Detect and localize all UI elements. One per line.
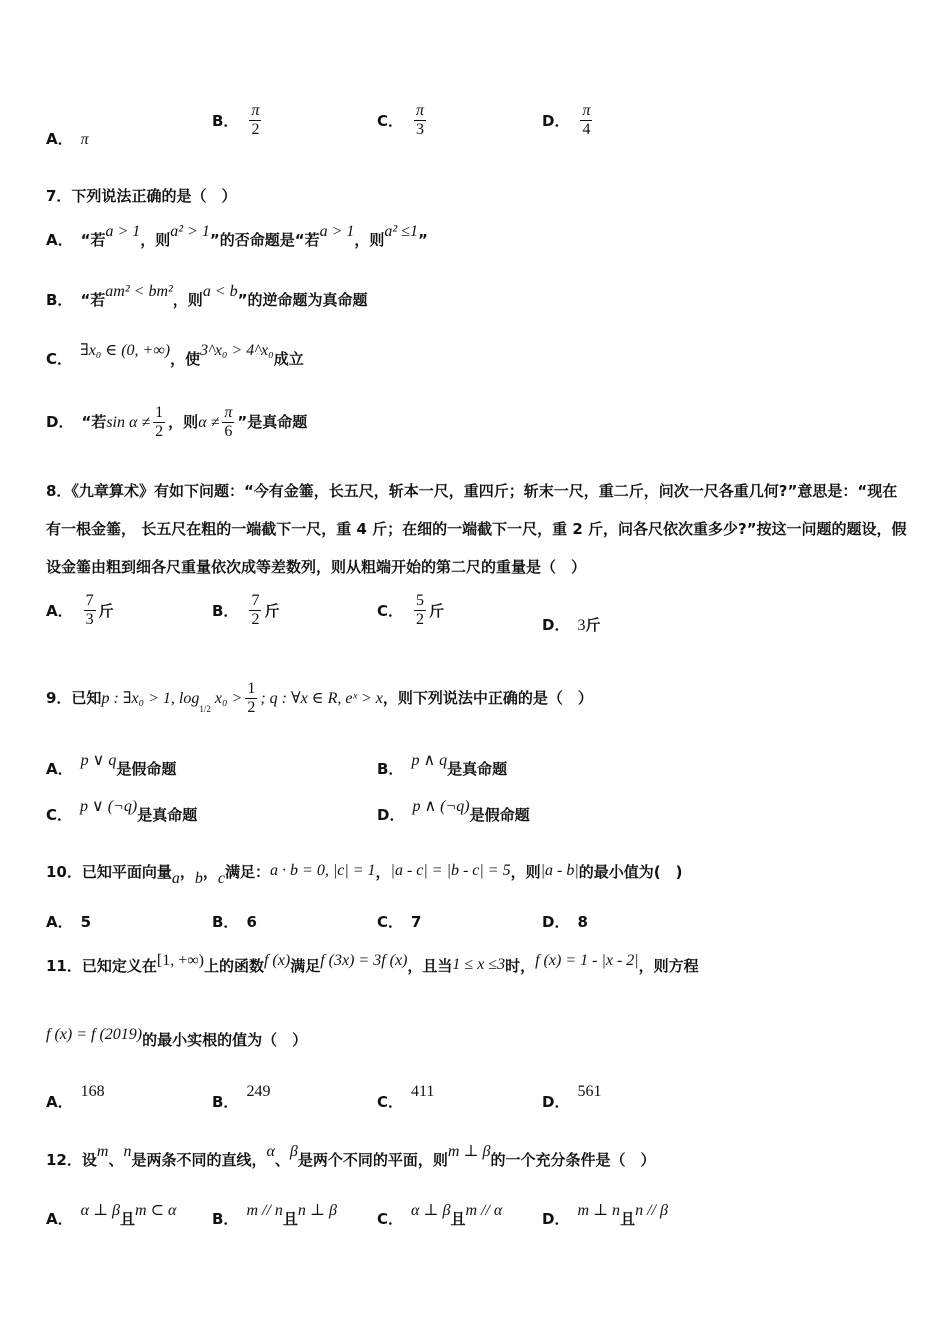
q11-option-d[interactable]	[542, 1080, 602, 1111]
text: ”的逆命题为真命题	[237, 291, 368, 309]
option-label: C．	[377, 602, 404, 620]
math: p ∨ (¬q)	[80, 798, 138, 815]
q8-stem: 8．《九章算术》有如下问题：“今有金箠，长五尺，斩本一尺，重四斤；斩末一尺，重二斤，问次一尺各重几何?”意思是：“现在有一根金箠， 长五尺在粗的一端截下一尺，重 4 斤；在细的一端截下一尺，重 2 斤，问各尺依次重多少?”按这一问题的题设，假设金箠由粗到细各尺重量依次成等差数列，则从粗端开始的第二尺的重量是（ ）	[46, 482, 907, 576]
math: p ∨ q	[80, 752, 117, 769]
math: m ⊥ n	[577, 1202, 621, 1219]
fraction-numerator: 5	[416, 592, 425, 609]
text: ，且当	[407, 957, 453, 975]
q9-option-d[interactable]	[377, 798, 530, 825]
q10-option-b[interactable]	[212, 911, 257, 932]
q10-stem	[46, 862, 683, 887]
text: 9．已知	[46, 689, 102, 707]
option-label: A．	[46, 760, 73, 778]
q10-option-c[interactable]	[377, 911, 421, 932]
math: α	[266, 1143, 275, 1160]
option-math: π	[80, 131, 89, 148]
option-label: B．	[46, 291, 73, 309]
option-label: A．	[46, 602, 73, 620]
q11-stem-line2	[46, 1026, 308, 1051]
math: 3^x₀ > 4^x₀	[200, 342, 274, 359]
q11-option-b[interactable]	[212, 1080, 271, 1111]
option-label: A．	[46, 913, 73, 931]
text: 上的函数	[203, 957, 264, 975]
fraction-numerator: π	[582, 102, 591, 119]
q11-option-a[interactable]	[46, 1080, 105, 1111]
option-label: A．	[46, 1210, 73, 1228]
text: ，则	[354, 231, 385, 249]
q11-stem-line1	[46, 952, 699, 977]
math: c	[217, 870, 226, 887]
math: a	[171, 870, 180, 887]
option-label: C．	[46, 350, 73, 368]
text: 且	[620, 1210, 636, 1228]
text: 时，	[505, 957, 536, 975]
text: ，则	[140, 231, 171, 249]
text: 满足：	[225, 863, 271, 881]
unit: 斤	[264, 602, 280, 620]
text: 是真命题	[137, 806, 198, 824]
q12-stem	[46, 1143, 656, 1171]
option-label: B．	[212, 913, 239, 931]
math: a > 1	[319, 223, 355, 240]
option-label: B．	[377, 760, 404, 778]
fraction-denominator: 2	[251, 611, 260, 628]
math: ; q : ∀x ∈ R, eˣ > x	[260, 690, 383, 707]
q6-option-b[interactable]	[212, 102, 264, 139]
text: 是两条不同的直线，	[131, 1151, 267, 1169]
text: ，则	[172, 291, 203, 309]
text: 成立	[273, 350, 304, 368]
text: 的最小实根的值为（ ）	[142, 1031, 308, 1049]
option-label: A．	[46, 231, 73, 249]
math: n // β	[635, 1202, 668, 1219]
q9-option-a[interactable]	[46, 752, 177, 779]
math: n ⊥ β	[297, 1202, 337, 1219]
fraction-denominator: 3	[85, 611, 94, 628]
fraction-denominator: 2	[155, 423, 164, 440]
text: 的一个充分条件是（ ）	[490, 1151, 656, 1169]
text: ”	[417, 231, 428, 249]
option-label: B．	[212, 602, 239, 620]
value: 3	[577, 617, 586, 634]
q11-option-c[interactable]	[377, 1080, 435, 1111]
math: f (x) = 1 - |x - 2|	[535, 952, 639, 969]
q12-option-a[interactable]	[46, 1202, 177, 1229]
fraction-denominator: 2	[251, 121, 260, 138]
text: ，	[202, 863, 218, 881]
math: p ∧ q	[411, 752, 448, 769]
value: 7	[411, 913, 422, 931]
option-label: B．	[212, 112, 239, 130]
text: “若	[80, 231, 106, 249]
math: a² > 1	[170, 223, 210, 240]
value: 561	[577, 1083, 602, 1100]
text: 是两个不同的平面，则	[297, 1151, 448, 1169]
value: 5	[80, 913, 92, 931]
value: 6	[246, 913, 257, 931]
math: a² ≤1	[384, 223, 418, 240]
q9-stem	[46, 676, 593, 722]
math: m // n	[246, 1202, 283, 1219]
option-label: A．	[46, 1093, 73, 1111]
value: 411	[411, 1083, 435, 1100]
q10-option-d[interactable]	[542, 911, 588, 932]
option-label: D．	[542, 1210, 570, 1228]
q8-option-d[interactable]	[542, 614, 600, 635]
q7-stem: 7．下列说法正确的是（ ）	[46, 187, 237, 205]
option-label: D．	[542, 913, 570, 931]
fraction-denominator: 4	[582, 121, 591, 138]
value: 8	[577, 913, 588, 931]
text: 且	[450, 1210, 466, 1228]
q7-option-c[interactable]	[46, 342, 304, 370]
text: 11．已知定义在	[46, 957, 157, 975]
option-label: C．	[377, 1210, 404, 1228]
option-label: B．	[212, 1093, 239, 1111]
text: 、	[108, 1151, 124, 1169]
math: m ⊂ α	[135, 1202, 177, 1219]
math: |a - c| = |b - c| = 5	[390, 862, 511, 879]
text: 、	[274, 1151, 290, 1169]
q7-option-b[interactable]	[46, 283, 368, 311]
option-label: C．	[377, 112, 404, 130]
math: a · b = 0, |c| = 1	[270, 862, 376, 879]
math: α ⊥ β	[80, 1202, 121, 1219]
text: ”是真命题	[237, 413, 308, 431]
q10-option-a[interactable]	[46, 911, 91, 932]
text: ，使	[170, 350, 201, 368]
math: m // α	[465, 1202, 503, 1219]
math: n	[123, 1143, 132, 1160]
text: 且	[282, 1210, 298, 1228]
q8-option-c[interactable]	[377, 592, 444, 629]
unit: 斤	[585, 616, 601, 634]
text: “若	[81, 413, 107, 431]
text: ”的否命题是“若	[209, 231, 320, 249]
value: 168	[80, 1083, 105, 1100]
option-label: A．	[46, 130, 73, 148]
math: p : ∃x₀ > 1, log	[101, 690, 200, 707]
q6-option-c[interactable]	[377, 102, 429, 139]
math: f (3x) = 3f (x)	[320, 952, 408, 969]
math: b	[194, 870, 203, 887]
q9-option-b[interactable]	[377, 752, 508, 779]
math: a > 1	[105, 223, 141, 240]
option-label: D．	[542, 1093, 570, 1111]
q9-option-c[interactable]	[46, 798, 198, 825]
fraction-denominator: 6	[224, 423, 233, 440]
q8-option-b[interactable]	[212, 592, 279, 629]
q12-option-b[interactable]	[212, 1202, 337, 1229]
text: 是真命题	[447, 760, 508, 778]
text: ，则	[510, 863, 541, 881]
q12-option-d[interactable]	[542, 1202, 668, 1229]
fraction-denominator: 3	[416, 121, 425, 138]
option-label: B．	[212, 1210, 239, 1228]
math: sin α ≠	[106, 414, 151, 431]
text: 10．已知平面向量	[46, 863, 172, 881]
q7-option-d[interactable]	[46, 400, 307, 445]
text: “若	[80, 291, 106, 309]
option-label: C．	[46, 806, 73, 824]
q8-option-a[interactable]	[46, 592, 114, 629]
fraction-numerator: 1	[247, 680, 256, 697]
math: p ∧ (¬q)	[412, 798, 470, 815]
fraction-numerator: π	[224, 404, 233, 421]
unit: 斤	[98, 602, 114, 620]
q7-option-a[interactable]	[46, 223, 428, 251]
fraction-numerator: π	[251, 102, 260, 119]
text: ，	[179, 863, 195, 881]
math: a < b	[202, 283, 238, 300]
fraction-denominator: 2	[416, 611, 425, 628]
math: f (x) = f (2019)	[46, 1026, 143, 1043]
math: |a - b|	[540, 862, 579, 879]
text: 是假命题	[469, 806, 530, 824]
q12-option-c[interactable]	[377, 1202, 503, 1229]
fraction-numerator: π	[416, 102, 425, 119]
text: ，则下列说法中正确的是（ ）	[382, 689, 593, 707]
fraction-numerator: 1	[155, 404, 164, 421]
text: 的最小值为( )	[578, 863, 683, 881]
fraction-numerator: 7	[251, 592, 260, 609]
text: ，则方程	[638, 957, 699, 975]
math: am² < bm²	[105, 283, 173, 300]
math: ∃x₀ ∈ (0, +∞)	[80, 342, 171, 359]
option-label: D．	[542, 616, 570, 634]
log-base: 1/2	[199, 704, 211, 714]
math: α ⊥ β	[411, 1202, 451, 1219]
text: 12．设	[46, 1151, 97, 1169]
q6-option-a[interactable]	[46, 128, 89, 149]
math: α ≠	[198, 414, 220, 431]
fraction-numerator: 7	[85, 592, 94, 609]
math: f (x)	[263, 952, 291, 969]
option-label: D．	[542, 112, 570, 130]
math: β	[289, 1143, 298, 1160]
math: m ⊥ β	[447, 1143, 491, 1160]
value: 249	[246, 1083, 271, 1100]
unit: 斤	[429, 602, 445, 620]
option-label: D．	[377, 806, 405, 824]
option-label: C．	[377, 1093, 404, 1111]
q6-option-d[interactable]	[542, 102, 595, 139]
fraction-denominator: 2	[247, 699, 256, 716]
text: 且	[120, 1210, 136, 1228]
math: x₀ >	[214, 690, 243, 707]
text: 是假命题	[116, 760, 177, 778]
option-label: C．	[377, 913, 404, 931]
text: ，则	[168, 413, 199, 431]
math: m	[96, 1143, 109, 1160]
math: 1 ≤ x ≤3	[452, 956, 506, 973]
math: [1, +∞)	[156, 952, 204, 969]
option-label: D．	[46, 413, 74, 431]
text: ，	[375, 863, 391, 881]
text: 满足	[290, 957, 321, 975]
